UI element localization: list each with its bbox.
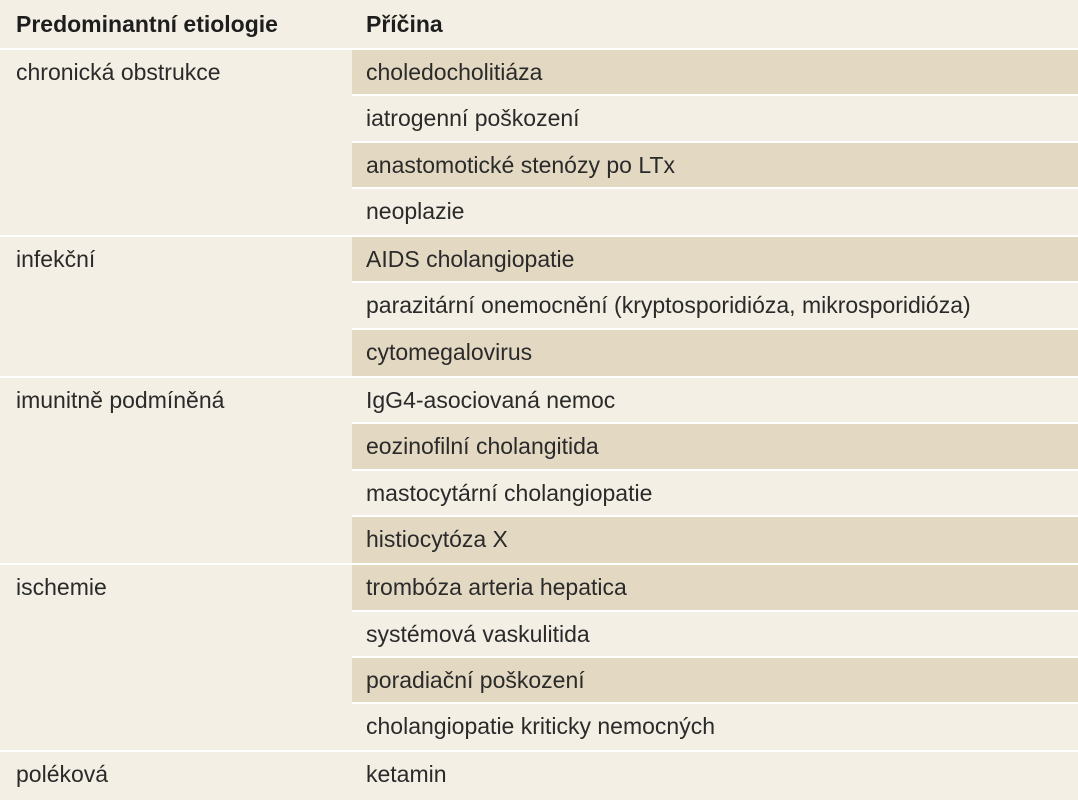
cause-cell: ketamin <box>366 761 447 788</box>
cause-cell: IgG4-asociovaná nemoc <box>352 378 1078 424</box>
etiology-cell: infekční <box>16 246 96 273</box>
table-group <box>0 378 1078 565</box>
cause-cell: AIDS cholangiopatie <box>352 237 1078 283</box>
cause-cell: cytomegalovirus <box>352 330 1078 376</box>
table-group <box>0 752 1078 798</box>
cause-cell: systémová vaskulitida <box>352 612 1078 658</box>
table-group <box>0 565 1078 752</box>
cause-list <box>352 378 1078 563</box>
cause-cell: anastomotické stenózy po LTx <box>352 143 1078 189</box>
table-group <box>0 237 1078 378</box>
etiology-cell: imunitně podmíněná <box>16 387 225 414</box>
etiology-cell: poléková <box>16 761 109 788</box>
table-header <box>0 0 1078 50</box>
cause-cell: eozinofilní cholangitida <box>352 424 1078 470</box>
table-group <box>0 50 1078 237</box>
cause-list <box>352 50 1078 235</box>
cause-cell: mastocytární cholangiopatie <box>352 471 1078 517</box>
cause-cell: neoplazie <box>366 197 465 224</box>
cause-cell: histiocytóza X <box>352 517 1078 563</box>
cause-list <box>352 565 1078 750</box>
cause-cell: parazitární onemocnění (kryptosporidióza, mikrosporidióza) <box>352 283 1078 329</box>
cause-cell: trombóza arteria hepatica <box>352 565 1078 611</box>
cause-list <box>352 237 1078 376</box>
cause-cell: cholangiopatie kriticky nemocných <box>366 713 716 740</box>
header-cause: Příčina <box>366 10 443 37</box>
header-etiology: Predominantní etiologie <box>16 10 278 37</box>
cause-cell: choledocholitiáza <box>352 50 1078 96</box>
cause-cell: iatrogenní poškození <box>352 96 1078 142</box>
etiology-cell: chronická obstrukce <box>16 59 221 85</box>
cause-list <box>352 752 1078 798</box>
cause-cell: poradiační poškození <box>352 658 1078 704</box>
etiology-cell: ischemie <box>16 574 107 601</box>
